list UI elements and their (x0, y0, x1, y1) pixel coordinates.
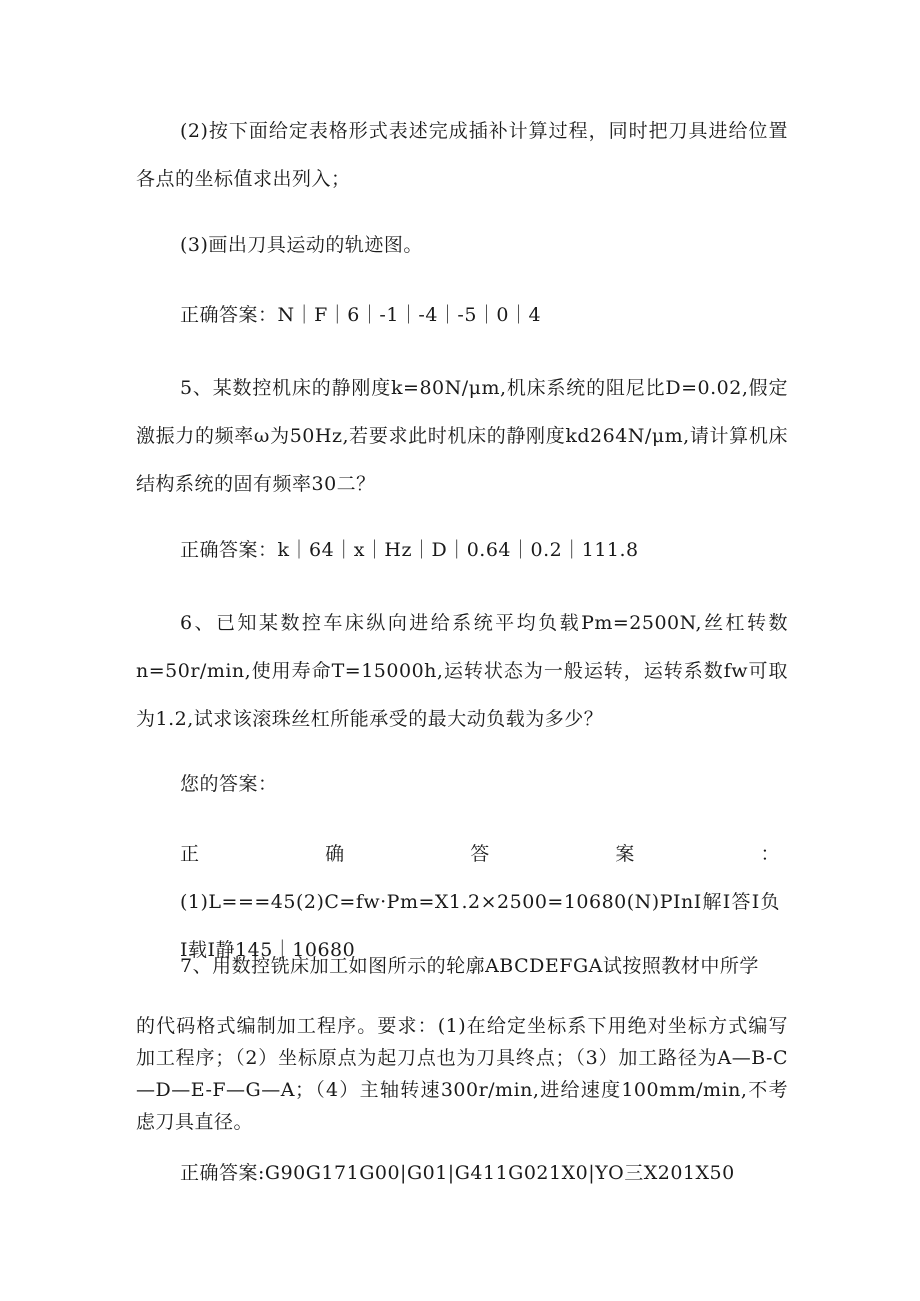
question-5: 5、某数控机床的静刚度k=80N/μm,机床系统的阻尼比D=0.02,假定激振力的频率ω为50Hz,若要求此时机床的静刚度kd264N/μm,请计算机床结构系统的固有频率30二？ (136, 377, 788, 495)
answer-7: 正确答案:G90G171G00|G01|G411G021X0|YO三X201X50 (180, 1162, 735, 1184)
question-4-part-2: (2)按下面给定表格形式表述完成插补计算过程，同时把刀具进给位置各点的坐标值求出列入； (136, 120, 788, 190)
answer-6-text: 正确答案：(1)L===45(2)C=fw·Pm=X1.2×2500=10680(N)PInI解I答I负I载I静145｜10680 (180, 843, 780, 961)
question-7-intro: 7、用数控铣床加工如图所示的轮廓ABCDEFGA试按照教材中所学 (180, 955, 759, 977)
answer-5: 正确答案：k｜64｜x｜Hz｜D｜0.64｜0.2｜111.8 (180, 539, 639, 561)
your-answer-6: 您的答案： (180, 773, 278, 795)
question-6: 6、已知某数控车床纵向进给系统平均负载Pm=2500N,丝杠转数n=50r/min,使用寿命T=15000h,运转状态为一般运转，运转系数fw可取为1.2,试求该滚珠丝杠所能承受的最大动负载为多少？ (136, 612, 788, 730)
question-4-part-3: (3)画出刀具运动的轨迹图。 (180, 234, 423, 256)
answer-4: 正确答案：N｜F｜6｜-1｜-4｜-5｜0｜4 (180, 304, 542, 326)
question-7-body: 的代码格式编制加工程序。要求：(1)在给定坐标系下用绝对坐标方式编写加工程序；（2）坐标原点为起刀点也为刀具终点；（3）加工路径为A—B-C—D—E-F—G—A；（4）主轴转速300r/min,进给速度100mm/min,不考虑刀具直径。 (136, 1015, 788, 1133)
